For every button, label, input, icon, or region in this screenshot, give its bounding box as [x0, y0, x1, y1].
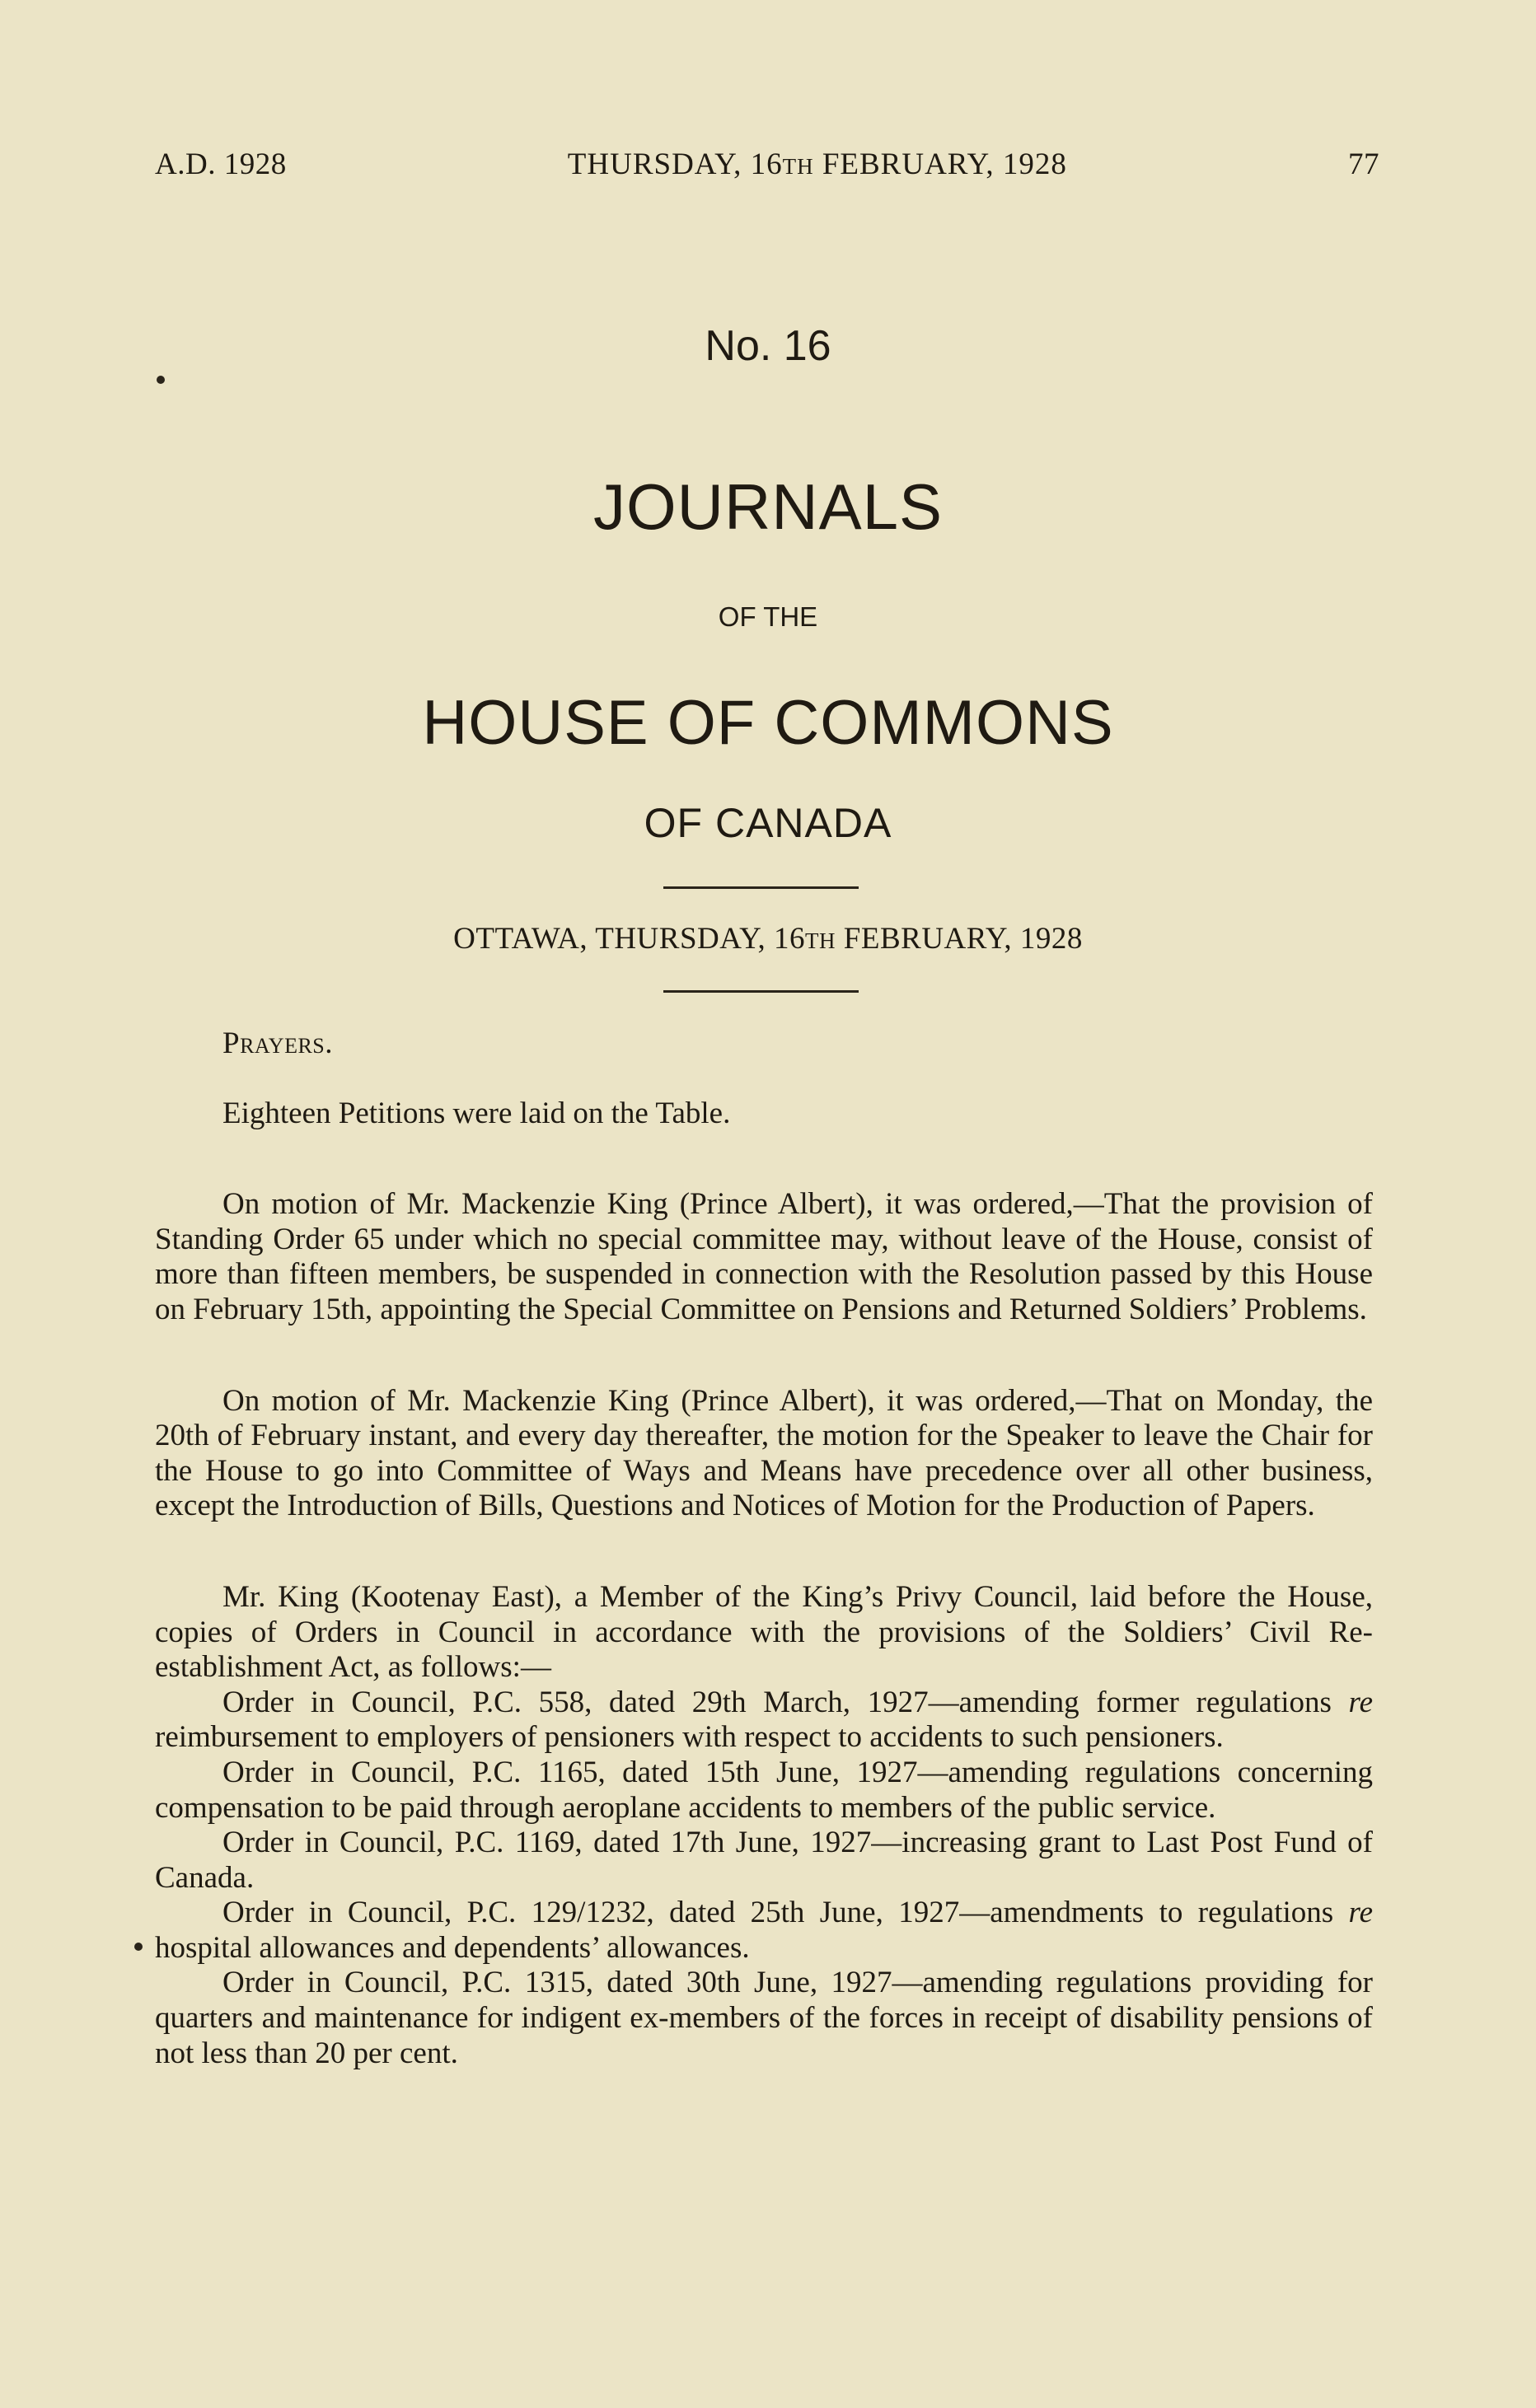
petitions-paragraph: Eighteen Petitions were laid on the Table. [222, 1096, 731, 1130]
order-in-council-1315: Order in Council, P.C. 1315, dated 30th June, 1927—amending regulations providing for quarters and maintenance for indigent ex-members of the forces in receipt of disability pensions of not less than 20 per cent. [155, 1966, 1373, 2070]
running-head-date: THURSDAY, 16TH FEBRUARY, 1928 [567, 147, 1067, 181]
masthead [0, 321, 1536, 847]
motion-paragraph-ways-and-means: On motion of Mr. Mackenzie King (Prince Albert), it was ordered,—That on Monday, the 20th of February instant, and every day thereafter, the motion for the Speaker to leave the Chair for the House to go into Committee of Ways and Means have precedence over all other business, except the Introduction of Bills, Questions and Notices of Motion for the Production of Papers. [155, 1383, 1373, 1523]
orders-in-council-intro: Mr. King (Kootenay East), a Member of the King’s Privy Council, laid before the House, copies of Orders in Council in accordance with the provisions of the Soldiers’ Civil Re-establishment Act, as follows:— [155, 1579, 1373, 1685]
of-the-line: OF THE [718, 601, 818, 632]
bullet-mark [157, 376, 165, 384]
bullet-mark [134, 1943, 143, 1951]
page-number: 77 [1347, 147, 1379, 181]
order-in-council-1169: Order in Council, P.C. 1169, dated 17th June, 1927—increasing grant to Last Post Fund of Canada. [155, 1826, 1373, 1895]
running-head [155, 147, 1379, 182]
journals-title: JOURNALS [592, 470, 944, 543]
house-title: HOUSE OF COMMONS [422, 688, 1114, 758]
journal-body [155, 1026, 1373, 2071]
dateline: OTTAWA, THURSDAY, 16TH FEBRUARY, 1928 [453, 922, 1083, 956]
divider-rule [663, 990, 859, 993]
of-canada-line: OF CANADA [644, 800, 892, 846]
divider-rule [663, 886, 859, 889]
running-head-year: A.D. 1928 [155, 147, 287, 181]
issue-number: No. 16 [705, 322, 831, 370]
prayers-heading: Prayers. [222, 1026, 334, 1060]
order-in-council-558: Order in Council, P.C. 558, dated 29th March, 1927—amending former regulations re reimbursement to employers of pensioners with respect to accidents to such pensioners. [155, 1685, 1373, 1755]
motion-paragraph-standing-order: On motion of Mr. Mackenzie King (Prince Albert), it was ordered,—That the provision of Standing Order 65 under which no special committee may, without leave of the House, consist of more than fifteen members, be suspended in connection with the Resolution passed by this House on February 15th, appointing the Special Committee on Pensions and Returned Soldiers’ Problems. [155, 1187, 1373, 1326]
order-in-council-129-1232: Order in Council, P.C. 129/1232, dated 25th June, 1927—amendments to regulations re hospital allowances and dependents’ allowances. [155, 1896, 1373, 1965]
order-in-council-1165: Order in Council, P.C. 1165, dated 15th June, 1927—amending regulations concerning compensation to be paid through aeroplane accidents to members of the public service. [155, 1755, 1373, 1825]
